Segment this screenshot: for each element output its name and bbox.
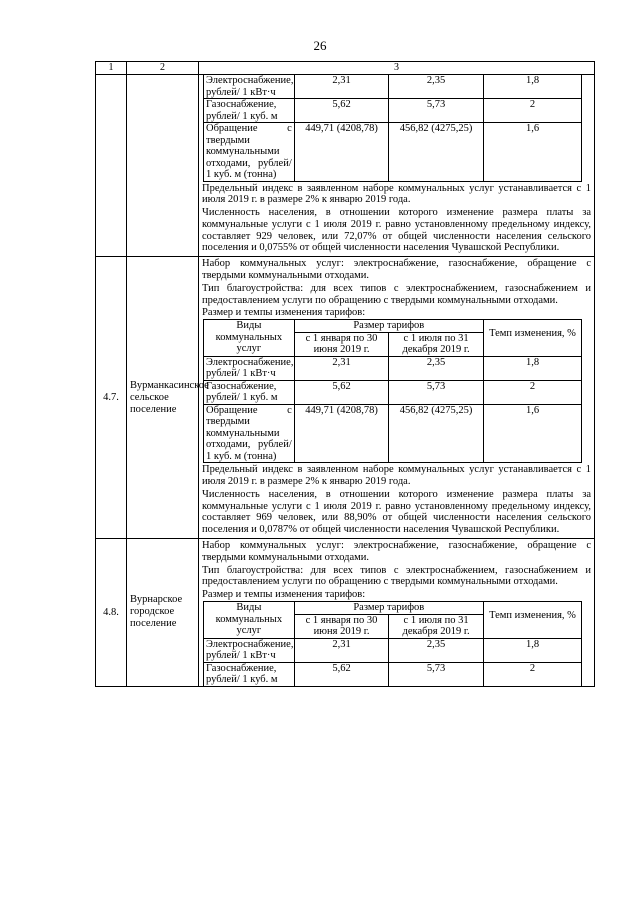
rate-title: Размер и темпы изменения тарифов:: [202, 589, 366, 601]
table-row: [204, 638, 582, 662]
tariff-h2: 5,73: [389, 380, 484, 404]
tariff-h2: 5,73: [389, 662, 484, 686]
settlement-name: Вурнарское городское поселение: [127, 539, 199, 686]
settlement-name: Вурманкасинское сельское поселение: [127, 257, 199, 539]
tariff-table: [95, 61, 595, 687]
col-kind-header: Виды коммунальных услуг: [204, 320, 295, 357]
table-row: [204, 75, 582, 99]
tariff-h2: 456,82 (4275,25): [389, 123, 484, 182]
table-row: [204, 356, 582, 380]
service-name: Обращение с твердыми коммунальными отходами, рублей/ 1 куб. м (тонна): [204, 404, 295, 463]
header-col-2: 2: [127, 62, 199, 75]
period-2-header: с 1 июля по 31 декабря 2019 г.: [389, 614, 484, 638]
col-temp-header: Темп изменения, %: [483, 602, 581, 639]
rate-table: [203, 319, 582, 463]
table-row: [204, 99, 582, 123]
rate-table: [203, 601, 582, 686]
change-rate: 2: [483, 99, 581, 123]
tariff-h1: 5,62: [294, 99, 389, 123]
tariff-h2: 456,82 (4275,25): [389, 404, 484, 463]
tariff-h1: 2,31: [294, 356, 389, 380]
col-size-header: Размер тарифов: [294, 320, 483, 333]
tariff-h2: 2,35: [389, 75, 484, 99]
change-rate: 1,8: [483, 356, 581, 380]
index-paragraph: Предельный индекс в заявленном наборе коммунальных услуг устанавливается с 1 июля 2019 г. в размере 2% к январю 2019 года.: [202, 464, 591, 488]
continuation-row: [96, 75, 595, 257]
change-rate: 2: [483, 380, 581, 404]
section-4-7-row: [96, 257, 595, 539]
tariff-h2: 2,35: [389, 356, 484, 380]
section-4-8-row: [96, 539, 595, 686]
tariff-h1: 449,71 (4208,78): [294, 123, 389, 182]
section-content: [199, 257, 595, 539]
service-name: Обращение с твердыми коммунальными отходами, рублей/ 1 куб. м (тонна): [204, 123, 295, 182]
header-col-3: 3: [199, 62, 595, 75]
service-name: Электроснабжение, рублей/ 1 кВт·ч: [204, 356, 295, 380]
page-number: 26: [313, 38, 327, 53]
tariff-h1: 2,31: [294, 75, 389, 99]
tariff-h1: 2,31: [294, 638, 389, 662]
table-row: [204, 380, 582, 404]
service-name: Газоснабжение, рублей/ 1 куб. м: [204, 99, 295, 123]
change-rate: 1,8: [483, 75, 581, 99]
change-rate: 1,8: [483, 638, 581, 662]
services-set-paragraph: Набор коммунальных услуг: электроснабжение, газоснабжение, обращение с твердыми коммунальными отходами.: [202, 540, 591, 563]
col-size-header: Размер тарифов: [294, 602, 483, 615]
change-rate: 2: [483, 662, 581, 686]
section-number: 4.8.: [96, 539, 127, 686]
period-1-header: с 1 января по 30 июня 2019 г.: [294, 614, 389, 638]
continuation-content: [199, 75, 595, 257]
table-row: [204, 123, 582, 182]
tariff-h1: 5,62: [294, 380, 389, 404]
rate-title: Размер и темпы изменения тарифов:: [202, 307, 366, 319]
change-rate: 1,6: [483, 123, 581, 182]
service-name: Электроснабжение, рублей/ 1 кВт·ч: [204, 75, 295, 99]
table-row: [204, 404, 582, 463]
section-content: [199, 539, 595, 686]
period-1-header: с 1 января по 30 июня 2019 г.: [294, 332, 389, 356]
table-row: [204, 662, 582, 686]
col-temp-header: Темп изменения, %: [483, 320, 581, 357]
tariff-h1: 449,71 (4208,78): [294, 404, 389, 463]
services-set-paragraph: Набор коммунальных услуг: электроснабжение, газоснабжение, обращение с твердыми коммунальными отходами.: [202, 258, 591, 282]
service-name: Электроснабжение, рублей/ 1 кВт·ч: [204, 638, 295, 662]
header-row: [96, 62, 595, 75]
tariff-h2: 5,73: [389, 99, 484, 123]
tariff-h2: 2,35: [389, 638, 484, 662]
header-col-1: 1: [96, 62, 127, 75]
service-name: Газоснабжение, рублей/ 1 куб. м: [204, 380, 295, 404]
section-number: 4.7.: [96, 257, 127, 539]
improvement-type-paragraph: Тип благоустройства: для всех типов с электроснабжением, газоснабжением и предоставлением услуги по обращению с твердыми коммунальными отходами.: [202, 564, 591, 588]
col-kind-header: Виды коммунальных услуг: [204, 602, 295, 639]
improvement-type-paragraph: Тип благоустройства: для всех типов с электроснабжением, газоснабжением и предоставлением услуги по обращению с твердыми коммунальными отходами.: [202, 282, 591, 306]
tariff-h1: 5,62: [294, 662, 389, 686]
service-name: Газоснабжение, рублей/ 1 куб. м: [204, 662, 295, 686]
population-paragraph: Численность населения, в отношении которого изменение размера платы за коммунальные услуги с 1 июля 2019 г. равно установленному предельному индексу, составляет 969 человек, или 88,90% от общей численности населения сельского поселения и 0,0787% от общей численности населения Чувашской Республики.: [202, 488, 591, 536]
change-rate: 1,6: [483, 404, 581, 463]
continuation-rate-table: [203, 75, 582, 182]
index-paragraph: Предельный индекс в заявленном наборе коммунальных услуг устанавливается с 1 июля 2019 г. в размере 2% к январю 2019 года.: [202, 182, 591, 206]
period-2-header: с 1 июля по 31 декабря 2019 г.: [389, 332, 484, 356]
population-paragraph: Численность населения, в отношении которого изменение размера платы за коммунальные услуги с 1 июля 2019 г. равно установленному предельному индексу, составляет 929 человек, или 72,07% от общей численности населения сельского поселения и 0,0755% от общей численности населения Чувашской Республики.: [202, 207, 591, 254]
